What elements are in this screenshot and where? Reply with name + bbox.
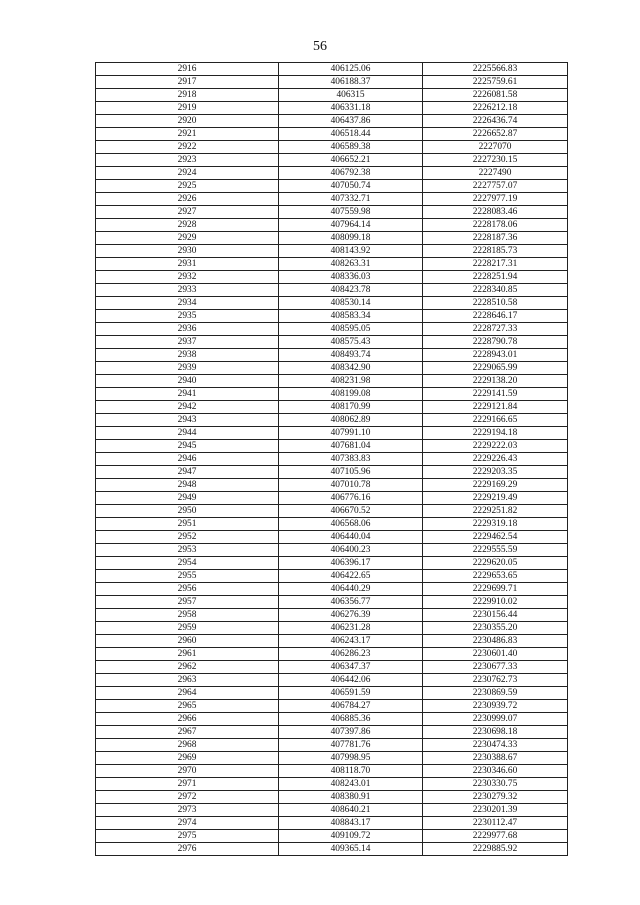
table-row: [96, 362, 568, 375]
x-coordinate-cell: 408118.70: [279, 765, 423, 778]
x-coordinate-cell: 406568.06: [279, 518, 423, 531]
x-coordinate-cell: 406125.06: [279, 63, 423, 76]
y-coordinate-cell: 2229203.35: [423, 466, 568, 479]
y-coordinate-cell: 2229620.05: [423, 557, 568, 570]
x-coordinate-cell: 407681.04: [279, 440, 423, 453]
point-number-cell: 2958: [96, 609, 279, 622]
x-coordinate-cell: 406440.29: [279, 583, 423, 596]
point-number-cell: 2965: [96, 700, 279, 713]
point-number-cell: 2943: [96, 414, 279, 427]
x-coordinate-cell: 406276.39: [279, 609, 423, 622]
table-row: [96, 128, 568, 141]
y-coordinate-cell: 2230355.20: [423, 622, 568, 635]
table-row: [96, 154, 568, 167]
y-coordinate-cell: 2229138.20: [423, 375, 568, 388]
point-number-cell: 2916: [96, 63, 279, 76]
y-coordinate-cell: 2228178.06: [423, 219, 568, 232]
y-coordinate-cell: 2230698.18: [423, 726, 568, 739]
table-row: [96, 76, 568, 89]
y-coordinate-cell: 2229166.65: [423, 414, 568, 427]
x-coordinate-cell: 406591.59: [279, 687, 423, 700]
table-row: [96, 206, 568, 219]
y-coordinate-cell: 2230156.44: [423, 609, 568, 622]
x-coordinate-cell: 408170.99: [279, 401, 423, 414]
page-number: 56: [313, 39, 327, 54]
x-coordinate-cell: 407964.14: [279, 219, 423, 232]
table-row: [96, 167, 568, 180]
x-coordinate-cell: 406286.23: [279, 648, 423, 661]
y-coordinate-cell: 2230112.47: [423, 817, 568, 830]
point-number-cell: 2925: [96, 180, 279, 193]
table-row: [96, 830, 568, 843]
table-row: [96, 258, 568, 271]
point-number-cell: 2974: [96, 817, 279, 830]
y-coordinate-cell: 2229226.43: [423, 453, 568, 466]
table-row: [96, 843, 568, 856]
table-row: [96, 726, 568, 739]
y-coordinate-cell: 2230762.73: [423, 674, 568, 687]
x-coordinate-cell: 406776.16: [279, 492, 423, 505]
point-number-cell: 2966: [96, 713, 279, 726]
y-coordinate-cell: 2230601.40: [423, 648, 568, 661]
point-number-cell: 2930: [96, 245, 279, 258]
table-row: [96, 141, 568, 154]
x-coordinate-cell: 406670.52: [279, 505, 423, 518]
y-coordinate-cell: 2229653.65: [423, 570, 568, 583]
y-coordinate-cell: 2230388.67: [423, 752, 568, 765]
table-row: [96, 271, 568, 284]
point-number-cell: 2948: [96, 479, 279, 492]
y-coordinate-cell: 2229319.18: [423, 518, 568, 531]
x-coordinate-cell: 409109.72: [279, 830, 423, 843]
table-row: [96, 336, 568, 349]
y-coordinate-cell: 2226652.87: [423, 128, 568, 141]
table-row: [96, 414, 568, 427]
point-number-cell: 2962: [96, 661, 279, 674]
x-coordinate-cell: 406518.44: [279, 128, 423, 141]
table-row: [96, 765, 568, 778]
table-row: [96, 791, 568, 804]
y-coordinate-cell: 2230677.33: [423, 661, 568, 674]
table-row: [96, 427, 568, 440]
y-coordinate-cell: 2227977.19: [423, 193, 568, 206]
point-number-cell: 2957: [96, 596, 279, 609]
table-row: [96, 557, 568, 570]
point-number-cell: 2964: [96, 687, 279, 700]
point-number-cell: 2931: [96, 258, 279, 271]
x-coordinate-cell: 407559.98: [279, 206, 423, 219]
point-number-cell: 2973: [96, 804, 279, 817]
point-number-cell: 2960: [96, 635, 279, 648]
point-number-cell: 2939: [96, 362, 279, 375]
point-number-cell: 2942: [96, 401, 279, 414]
y-coordinate-cell: 2230939.72: [423, 700, 568, 713]
table-row: [96, 505, 568, 518]
x-coordinate-cell: 408493.74: [279, 349, 423, 362]
y-coordinate-cell: 2228187.36: [423, 232, 568, 245]
point-number-cell: 2924: [96, 167, 279, 180]
point-number-cell: 2938: [96, 349, 279, 362]
table-row: [96, 115, 568, 128]
x-coordinate-cell: 407383.83: [279, 453, 423, 466]
x-coordinate-cell: 408530.14: [279, 297, 423, 310]
table-row: [96, 323, 568, 336]
x-coordinate-cell: 407991.10: [279, 427, 423, 440]
point-number-cell: 2946: [96, 453, 279, 466]
x-coordinate-cell: 408380.91: [279, 791, 423, 804]
table-row: [96, 648, 568, 661]
x-coordinate-cell: 408199.08: [279, 388, 423, 401]
table-row: [96, 661, 568, 674]
y-coordinate-cell: 2228251.94: [423, 271, 568, 284]
point-number-cell: 2927: [96, 206, 279, 219]
x-coordinate-cell: 408843.17: [279, 817, 423, 830]
x-coordinate-cell: 406188.37: [279, 76, 423, 89]
y-coordinate-cell: 2228943.01: [423, 349, 568, 362]
x-coordinate-cell: 408595.05: [279, 323, 423, 336]
point-number-cell: 2956: [96, 583, 279, 596]
y-coordinate-cell: 2229141.59: [423, 388, 568, 401]
x-coordinate-cell: 407397.86: [279, 726, 423, 739]
x-coordinate-cell: 408583.34: [279, 310, 423, 323]
y-coordinate-cell: 2228510.58: [423, 297, 568, 310]
table-row: [96, 817, 568, 830]
x-coordinate-cell: 408640.21: [279, 804, 423, 817]
x-coordinate-cell: 406315: [279, 89, 423, 102]
y-coordinate-cell: 2228727.33: [423, 323, 568, 336]
x-coordinate-cell: 406792.38: [279, 167, 423, 180]
x-coordinate-cell: 406442.06: [279, 674, 423, 687]
point-number-cell: 2963: [96, 674, 279, 687]
point-number-cell: 2953: [96, 544, 279, 557]
y-coordinate-cell: 2229194.18: [423, 427, 568, 440]
table-row: [96, 674, 568, 687]
table-row: [96, 388, 568, 401]
point-number-cell: 2937: [96, 336, 279, 349]
y-coordinate-cell: 2227490: [423, 167, 568, 180]
point-number-cell: 2972: [96, 791, 279, 804]
x-coordinate-cell: 406356.77: [279, 596, 423, 609]
point-number-cell: 2936: [96, 323, 279, 336]
y-coordinate-cell: 2230869.59: [423, 687, 568, 700]
x-coordinate-cell: 406400.23: [279, 544, 423, 557]
x-coordinate-cell: 408231.98: [279, 375, 423, 388]
x-coordinate-cell: 406231.28: [279, 622, 423, 635]
x-coordinate-cell: 406396.17: [279, 557, 423, 570]
y-coordinate-cell: 2227757.07: [423, 180, 568, 193]
point-number-cell: 2940: [96, 375, 279, 388]
y-coordinate-cell: 2226081.58: [423, 89, 568, 102]
point-number-cell: 2968: [96, 739, 279, 752]
x-coordinate-cell: 408423.78: [279, 284, 423, 297]
table-row: [96, 518, 568, 531]
y-coordinate-cell: 2225759.61: [423, 76, 568, 89]
coordinates-table: [95, 62, 568, 856]
point-number-cell: 2932: [96, 271, 279, 284]
y-coordinate-cell: 2228790.78: [423, 336, 568, 349]
table-row: [96, 284, 568, 297]
y-coordinate-cell: 2228217.31: [423, 258, 568, 271]
table-row: [96, 531, 568, 544]
x-coordinate-cell: 407105.96: [279, 466, 423, 479]
point-number-cell: 2947: [96, 466, 279, 479]
x-coordinate-cell: 406347.37: [279, 661, 423, 674]
point-number-cell: 2935: [96, 310, 279, 323]
point-number-cell: 2917: [96, 76, 279, 89]
point-number-cell: 2918: [96, 89, 279, 102]
y-coordinate-cell: 2229251.82: [423, 505, 568, 518]
table-row: [96, 687, 568, 700]
x-coordinate-cell: 407781.76: [279, 739, 423, 752]
point-number-cell: 2950: [96, 505, 279, 518]
x-coordinate-cell: 408062.89: [279, 414, 423, 427]
y-coordinate-cell: 2229977.68: [423, 830, 568, 843]
x-coordinate-cell: 407998.95: [279, 752, 423, 765]
point-number-cell: 2921: [96, 128, 279, 141]
y-coordinate-cell: 2230486.83: [423, 635, 568, 648]
table-row: [96, 193, 568, 206]
x-coordinate-cell: 409365.14: [279, 843, 423, 856]
y-coordinate-cell: 2228340.85: [423, 284, 568, 297]
point-number-cell: 2928: [96, 219, 279, 232]
point-number-cell: 2945: [96, 440, 279, 453]
table-row: [96, 310, 568, 323]
table-row: [96, 609, 568, 622]
table-row: [96, 219, 568, 232]
y-coordinate-cell: 2226436.74: [423, 115, 568, 128]
table-row: [96, 63, 568, 76]
table-row: [96, 375, 568, 388]
point-number-cell: 2955: [96, 570, 279, 583]
y-coordinate-cell: 2229910.02: [423, 596, 568, 609]
x-coordinate-cell: 408243.01: [279, 778, 423, 791]
y-coordinate-cell: 2228646.17: [423, 310, 568, 323]
y-coordinate-cell: 2229885.92: [423, 843, 568, 856]
point-number-cell: 2969: [96, 752, 279, 765]
y-coordinate-cell: 2229555.59: [423, 544, 568, 557]
x-coordinate-cell: 408099.18: [279, 232, 423, 245]
x-coordinate-cell: 407010.78: [279, 479, 423, 492]
x-coordinate-cell: 406437.86: [279, 115, 423, 128]
y-coordinate-cell: 2228185.73: [423, 245, 568, 258]
y-coordinate-cell: 2229462.54: [423, 531, 568, 544]
table-row: [96, 245, 568, 258]
x-coordinate-cell: 406652.21: [279, 154, 423, 167]
point-number-cell: 2951: [96, 518, 279, 531]
point-number-cell: 2949: [96, 492, 279, 505]
point-number-cell: 2919: [96, 102, 279, 115]
x-coordinate-cell: 406440.04: [279, 531, 423, 544]
y-coordinate-cell: 2229219.49: [423, 492, 568, 505]
y-coordinate-cell: 2230330.75: [423, 778, 568, 791]
point-number-cell: 2941: [96, 388, 279, 401]
x-coordinate-cell: 406243.17: [279, 635, 423, 648]
table-row: [96, 440, 568, 453]
table-row: [96, 102, 568, 115]
x-coordinate-cell: 406422.65: [279, 570, 423, 583]
x-coordinate-cell: 407332.71: [279, 193, 423, 206]
y-coordinate-cell: 2228083.46: [423, 206, 568, 219]
table-row: [96, 297, 568, 310]
table-row: [96, 635, 568, 648]
point-number-cell: 2961: [96, 648, 279, 661]
x-coordinate-cell: 406885.36: [279, 713, 423, 726]
x-coordinate-cell: 408336.03: [279, 271, 423, 284]
x-coordinate-cell: 406589.38: [279, 141, 423, 154]
y-coordinate-cell: 2229121.84: [423, 401, 568, 414]
table-row: [96, 401, 568, 414]
point-number-cell: 2952: [96, 531, 279, 544]
x-coordinate-cell: 406331.18: [279, 102, 423, 115]
point-number-cell: 2959: [96, 622, 279, 635]
y-coordinate-cell: 2230346.60: [423, 765, 568, 778]
y-coordinate-cell: 2230999.07: [423, 713, 568, 726]
table-row: [96, 492, 568, 505]
point-number-cell: 2976: [96, 843, 279, 856]
y-coordinate-cell: 2229222.03: [423, 440, 568, 453]
point-number-cell: 2923: [96, 154, 279, 167]
table-row: [96, 583, 568, 596]
y-coordinate-cell: 2230279.32: [423, 791, 568, 804]
table-row: [96, 479, 568, 492]
y-coordinate-cell: 2230201.39: [423, 804, 568, 817]
point-number-cell: 2933: [96, 284, 279, 297]
y-coordinate-cell: 2226212.18: [423, 102, 568, 115]
table-row: [96, 466, 568, 479]
x-coordinate-cell: 407050.74: [279, 180, 423, 193]
x-coordinate-cell: 408143.92: [279, 245, 423, 258]
point-number-cell: 2944: [96, 427, 279, 440]
x-coordinate-cell: 408575.43: [279, 336, 423, 349]
y-coordinate-cell: 2230474.33: [423, 739, 568, 752]
table-row: [96, 232, 568, 245]
x-coordinate-cell: 406784.27: [279, 700, 423, 713]
point-number-cell: 2970: [96, 765, 279, 778]
point-number-cell: 2934: [96, 297, 279, 310]
y-coordinate-cell: 2227230.15: [423, 154, 568, 167]
point-number-cell: 2971: [96, 778, 279, 791]
point-number-cell: 2954: [96, 557, 279, 570]
table-row: [96, 700, 568, 713]
y-coordinate-cell: 2229699.71: [423, 583, 568, 596]
table-row: [96, 752, 568, 765]
table-row: [96, 778, 568, 791]
y-coordinate-cell: 2225566.83: [423, 63, 568, 76]
table-row: [96, 739, 568, 752]
table-row: [96, 804, 568, 817]
x-coordinate-cell: 408342.90: [279, 362, 423, 375]
table-row: [96, 570, 568, 583]
table-row: [96, 622, 568, 635]
x-coordinate-cell: 408263.31: [279, 258, 423, 271]
table-row: [96, 596, 568, 609]
table-row: [96, 544, 568, 557]
y-coordinate-cell: 2227070: [423, 141, 568, 154]
point-number-cell: 2926: [96, 193, 279, 206]
table-row: [96, 349, 568, 362]
table-row: [96, 713, 568, 726]
coordinates-table-body: [96, 63, 568, 856]
y-coordinate-cell: 2229065.99: [423, 362, 568, 375]
table-row: [96, 89, 568, 102]
point-number-cell: 2920: [96, 115, 279, 128]
point-number-cell: 2922: [96, 141, 279, 154]
table-row: [96, 453, 568, 466]
y-coordinate-cell: 2229169.29: [423, 479, 568, 492]
point-number-cell: 2975: [96, 830, 279, 843]
point-number-cell: 2929: [96, 232, 279, 245]
table-row: [96, 180, 568, 193]
point-number-cell: 2967: [96, 726, 279, 739]
